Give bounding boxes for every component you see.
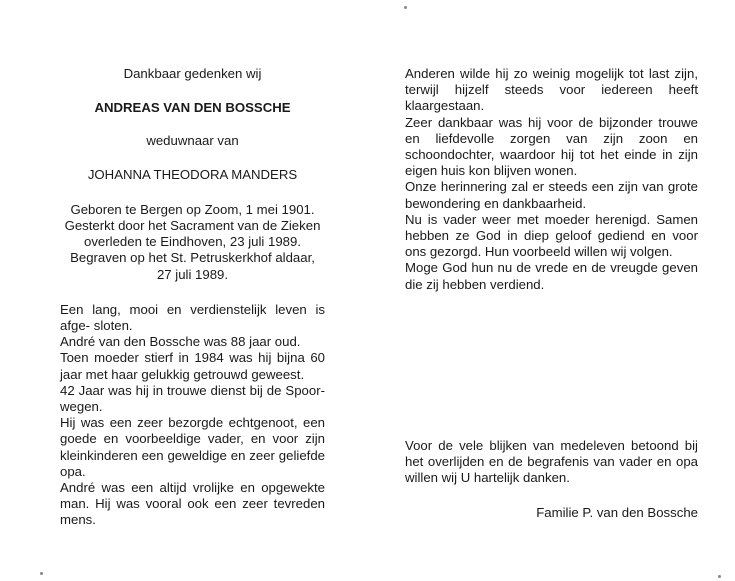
reflection-paragraph: Nu is vader weer met moeder herenigd. Samen hebben ze God in diep geloof gediend en voor ons gezorgd. Hun voorbeeld willen wij volgen. bbox=[405, 211, 698, 260]
scan-speck bbox=[404, 6, 407, 9]
life-dates bbox=[60, 202, 325, 283]
burial-date-line: 27 juli 1989. bbox=[156, 266, 229, 282]
reflection-paragraph: Zeer dankbaar was hij voor de bijzonder trouwe en liefdevolle zorgen van zijn zoon en schoondochter, waardoor hij tot het einde in zijn eigen huis kon blijven wonen. bbox=[405, 114, 698, 179]
left-column bbox=[60, 66, 325, 529]
birth-line: Geboren te Bergen op Zoom, 1 mei 1901. bbox=[70, 201, 315, 217]
bio-paragraph: André was een altijd vrolijke en opgewekte man. Hij was vooral ook een zeer tevreden mens. bbox=[60, 480, 325, 528]
bio-paragraph: Hij was een zeer bezorgde echtgenoot, een goede en voorbeeldige vader, en voor zijn kleinkinderen een geweldige en zeer geliefde opa. bbox=[60, 415, 325, 479]
bio-paragraph: Een lang, mooi en verdienstelijk leven is afge- sloten. bbox=[60, 301, 325, 334]
deceased-name: ANDREAS VAN DEN BOSSCHE bbox=[94, 100, 291, 116]
scan-speck bbox=[718, 575, 721, 578]
bio-paragraph: Toen moeder stierf in 1984 was hij bijna 60 jaar met haar gelukkig getrouwd geweest. bbox=[60, 350, 325, 382]
spouse-name: JOHANNA THEODORA MANDERS bbox=[87, 166, 298, 182]
biography bbox=[60, 302, 325, 529]
bio-paragraph: André van den Bossche was 88 jaar oud. bbox=[60, 334, 301, 350]
thanks-text: Voor de vele blijken van medeleven betoond bij het overlijden en de begrafenis van vader en opa willen wij U hartelijk danken. bbox=[405, 438, 698, 486]
intro-line: Dankbaar gedenken wij bbox=[123, 66, 262, 81]
bio-paragraph: 42 Jaar was hij in trouwe dienst bij de Spoor- wegen. bbox=[60, 382, 325, 415]
right-column bbox=[405, 66, 698, 293]
reflection-paragraph: Anderen wilde hij zo weinig mogelijk tot last zijn, terwijl hijzelf steeds voor iedereen heeft klaargestaan. bbox=[405, 66, 698, 114]
death-line: overleden te Eindhoven, 23 juli 1989. bbox=[83, 234, 302, 250]
thanks-note bbox=[405, 438, 698, 487]
burial-line: Begraven op het St. Petruskerkhof aldaar, bbox=[70, 250, 315, 266]
widower-line: weduwnaar van bbox=[146, 133, 239, 149]
family-signature: Familie P. van den Bossche bbox=[536, 505, 698, 520]
scan-speck bbox=[40, 572, 43, 575]
reflection-paragraph: Onze herinnering zal er steeds een zijn van grote bewondering en dankbaarheid. bbox=[405, 179, 698, 211]
reflection-paragraph: Moge God hun nu de vrede en de vreugde geven die zij hebben verdiend. bbox=[405, 260, 698, 292]
sacrament-line: Gesterkt door het Sacrament van de Zieken bbox=[64, 218, 321, 234]
